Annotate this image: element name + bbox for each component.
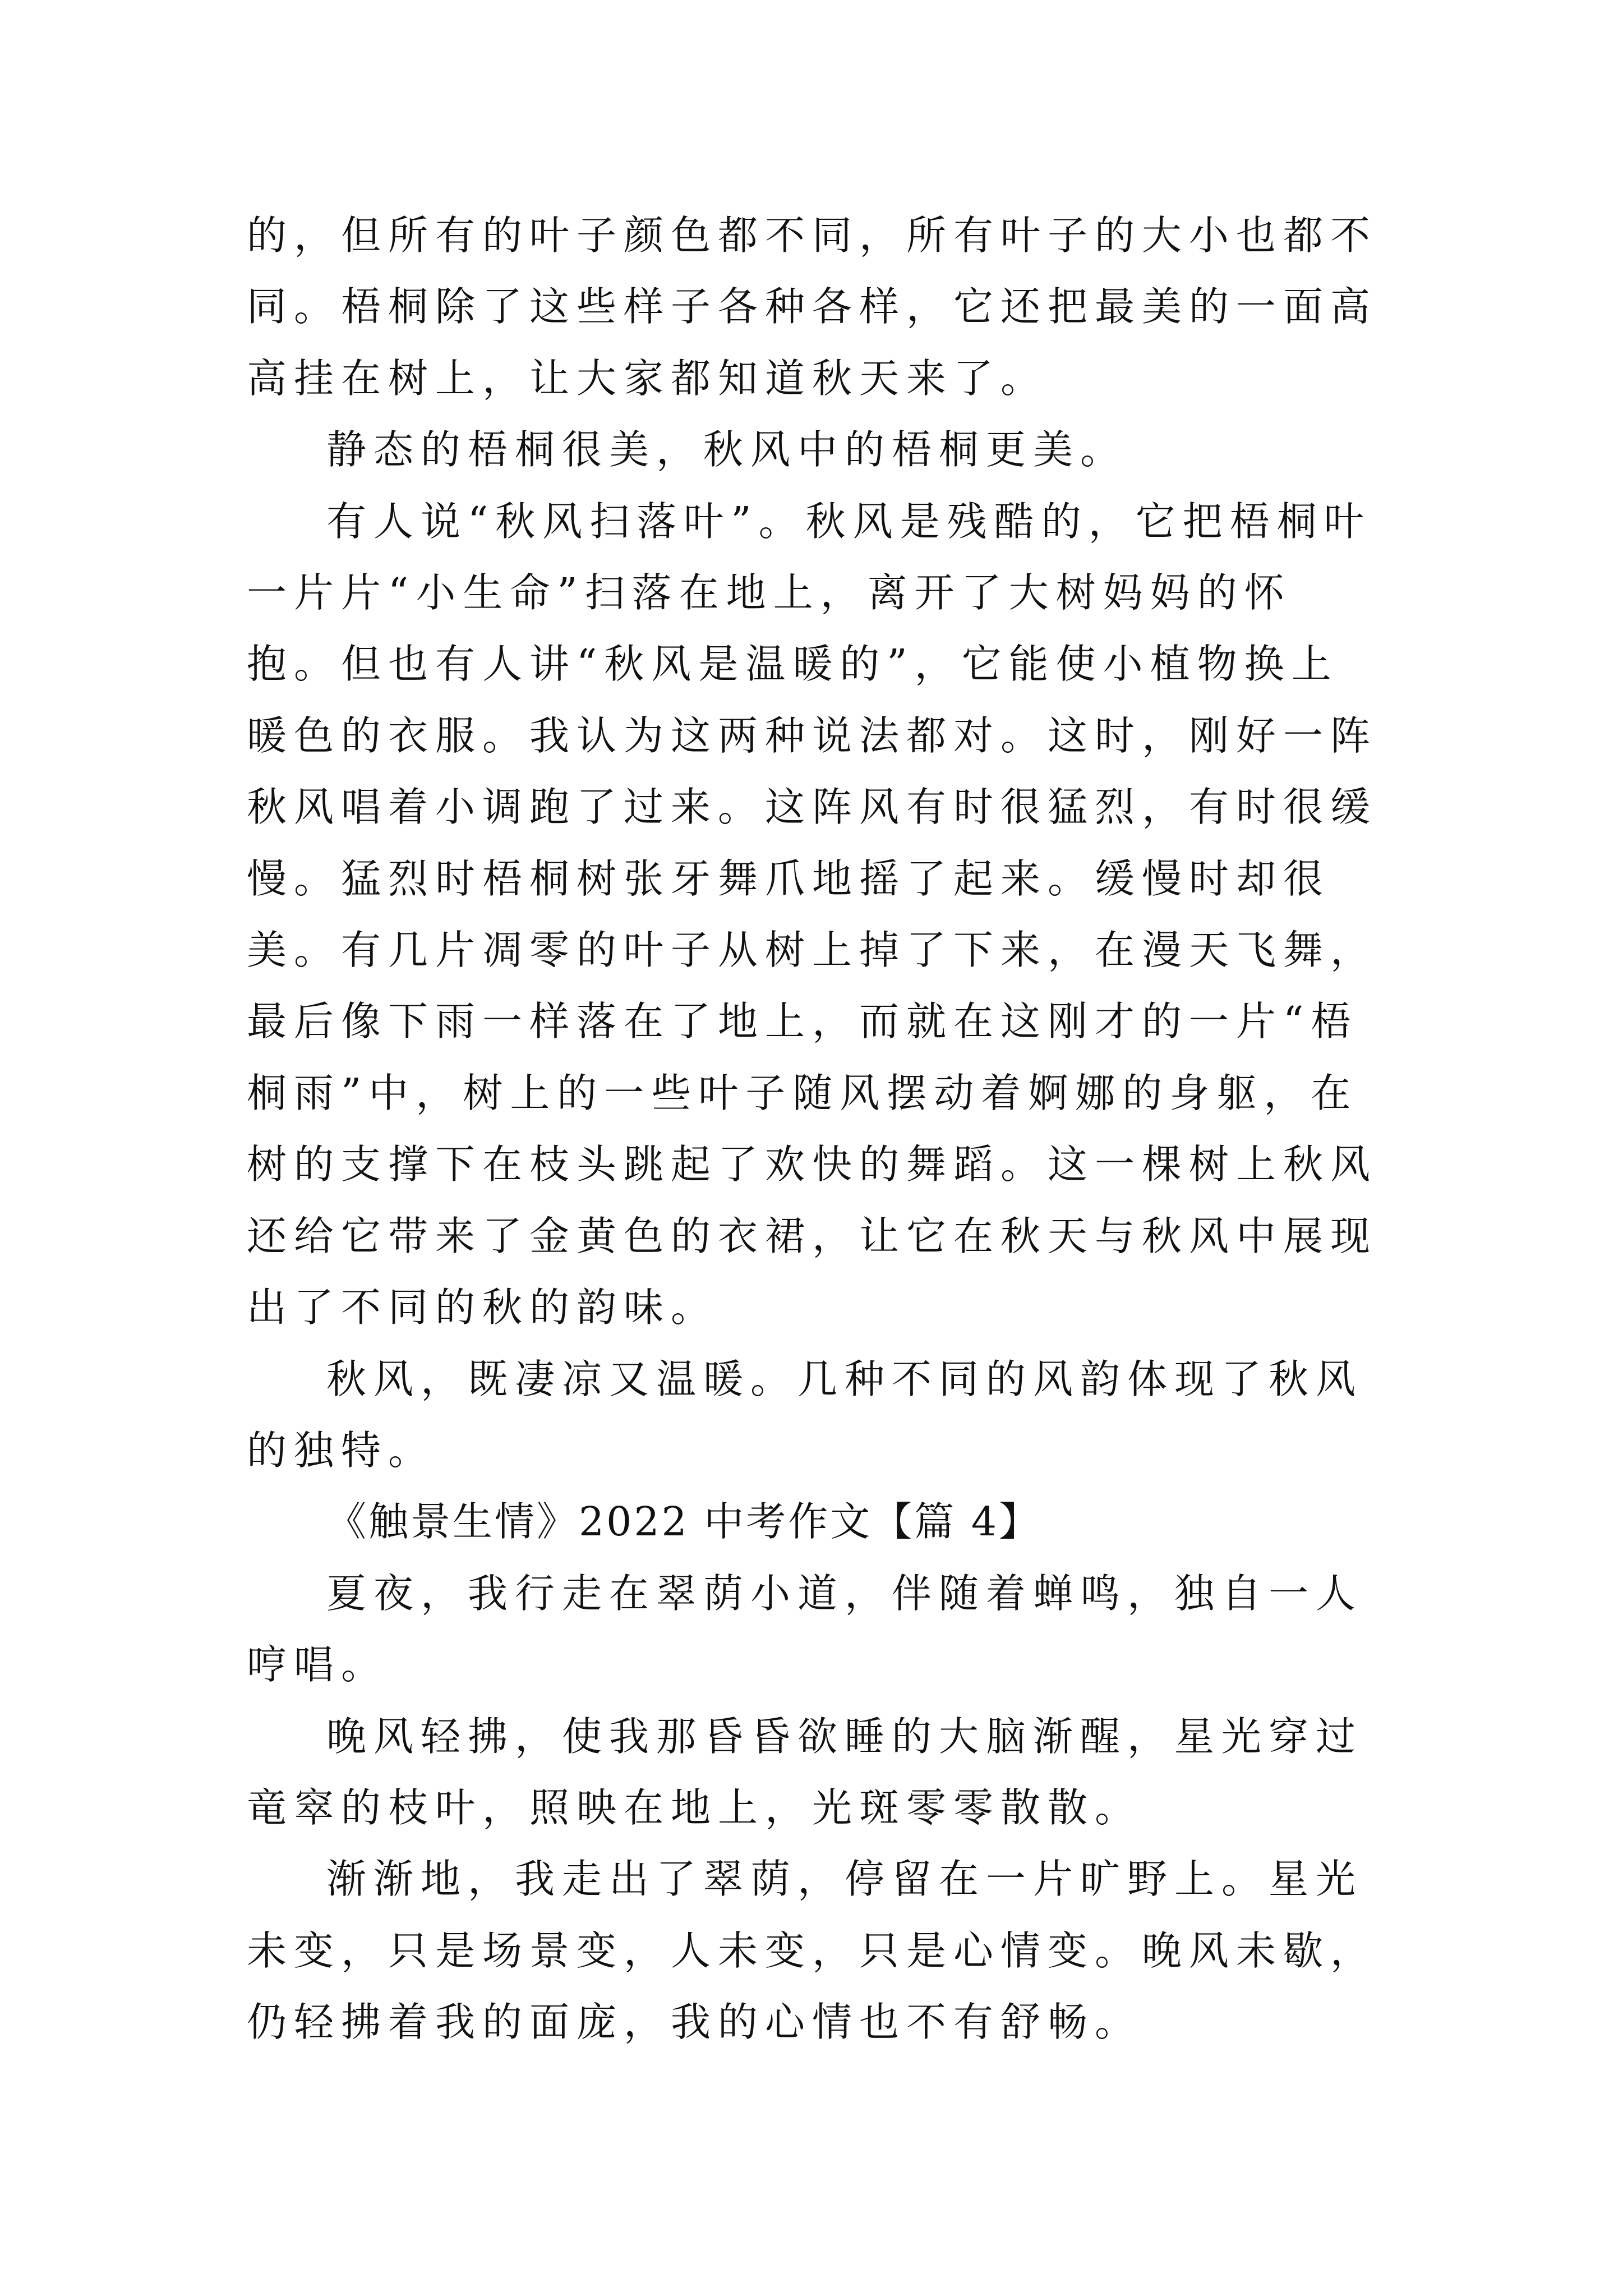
paragraph — [247, 1558, 1382, 1701]
paragraph — [247, 1843, 1382, 2058]
text-line: 掉了下来，在漫天飞舞，最后像下雨一样落在了地上，而就 — [247, 927, 1378, 1045]
text-line: 有人讲“秋风是温暖的”，它能使小植物换上暖色的衣服。 — [247, 641, 1339, 759]
paragraph-continued — [247, 200, 1382, 414]
paragraph — [247, 414, 1382, 485]
essay-text — [247, 200, 1382, 2058]
section-heading — [247, 1486, 1382, 1557]
text-line: 只是场景变，人未变，只是心情变。晚风未歇，仍轻拂着我 — [247, 1927, 1378, 2046]
text-line: 夏夜，我行走在翠荫小道，伴随着蝉鸣，独自一人哼唱。 — [247, 1570, 1363, 1688]
text-line: 的面庞，我的心情也不有舒畅。 — [482, 1999, 1142, 2046]
text-line: 晚风轻拂，使我那昏昏欲睡的大脑渐醒，星光穿过竜窣 — [247, 1713, 1363, 1831]
text-line: 片片“小生命”扫落在地上，离开了大树妈妈的怀抱。但也 — [247, 569, 1292, 688]
heading-text: 《触景生情》2022 中考作文【篇 4】 — [326, 1498, 1041, 1545]
text-line: 上，让大家都知道秋天来了。 — [435, 355, 1048, 402]
text-line: 舞爪地摇了起来。缓慢时却很美。有几片凋零的叶子从树上 — [247, 855, 1331, 974]
text-line: 在这刚才的一片“梧桐雨”中，树上的一些叶子随风摆动着 — [247, 998, 1358, 1116]
text-line: 的，但所有的叶子颜色都不同，所有叶子的大小也都不同。 — [247, 212, 1378, 330]
text-line: 特。 — [341, 1427, 436, 1474]
text-line: 婀娜的身躯，在树的支撑下在枝头跳起了欢快的舞蹈。这一 — [247, 1069, 1358, 1188]
text-line: 的枝叶，照映在地上，光斑零零散散。 — [341, 1784, 1142, 1831]
paragraph — [247, 486, 1382, 1343]
text-line: 中展现出了不同的秋的韵味。 — [247, 1212, 1378, 1331]
text-line: 梧桐除了这些样子各种各样，它还把最美的一面高高挂在树 — [247, 283, 1378, 402]
text-line: 过来。这阵风有时很猛烈，有时很缓慢。猛烈时梧桐树张牙 — [247, 784, 1378, 902]
text-line: 渐渐地，我走出了翠荫，停留在一片旷野上。星光未变， — [247, 1856, 1363, 1974]
text-line: 我认为这两种说法都对。这时，刚好一阵秋风唱着小调跑了 — [247, 712, 1378, 831]
text-line: 静态的梧桐很美，秋风中的梧桐更美。 — [326, 426, 1128, 473]
paragraph — [247, 1701, 1382, 1844]
paragraph — [247, 1343, 1382, 1487]
text-line: 秋风，既凄凉又温暖。几种不同的风韵体现了秋风的独 — [247, 1355, 1363, 1474]
text-line: 有人说“秋风扫落叶”。秋风是残酷的，它把梧桐叶一 — [247, 498, 1371, 616]
text-line: 棵树上秋风还给它带来了金黄色的衣裙，让它在秋天与秋风 — [247, 1141, 1378, 1259]
